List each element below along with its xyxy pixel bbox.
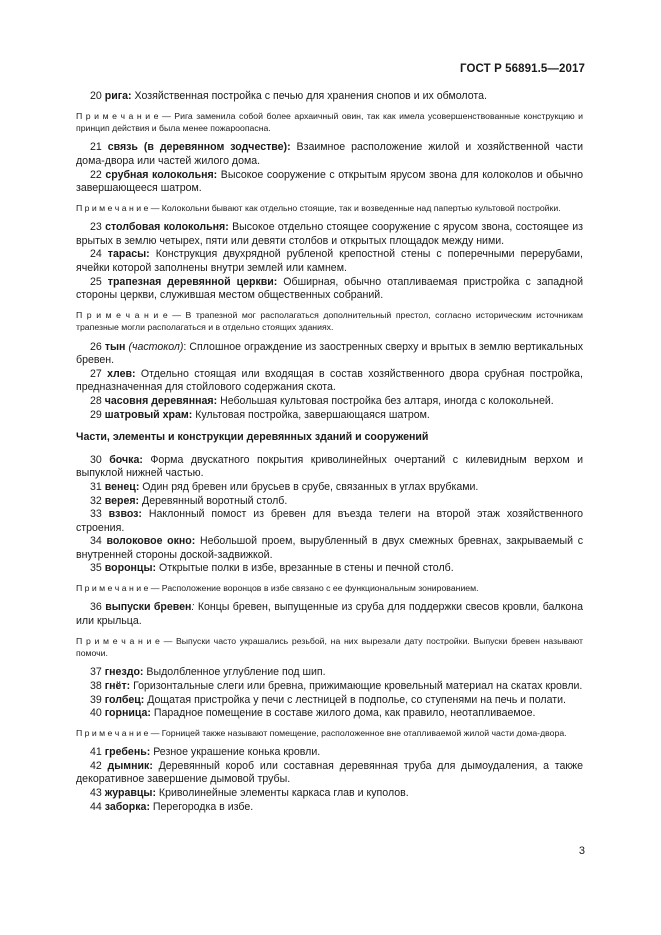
- entry-term: заборка:: [104, 800, 150, 813]
- entry-term: горница:: [104, 707, 151, 720]
- entry-term: волоковое окно:: [106, 535, 196, 548]
- term-entry: [76, 141, 583, 168]
- entry-number: 28: [90, 394, 102, 407]
- entry-number: 21: [90, 141, 102, 154]
- entry-number: 24: [90, 248, 102, 261]
- entry-number: 34: [90, 535, 102, 548]
- entry-term: воронцы:: [104, 562, 157, 575]
- entry-term: венец:: [104, 480, 140, 493]
- entry-definition: Высокое отдельно стоящее сооружение с ярусом звона, состоящее из врытых в землю четырех, пяти или девяти столбов и открытых площадок между ними.: [76, 221, 584, 247]
- entry-number: 29: [90, 408, 102, 421]
- entry-number: 30: [90, 453, 102, 466]
- note-text: — Рига заменила собой более архаичный овин, так как имела усовершенствованные конструкцию и принцип действия и была менее пожароопасна.: [76, 110, 583, 133]
- entry-term: тарасы:: [107, 248, 150, 261]
- term-entry: [76, 562, 583, 576]
- term-entry: [76, 454, 583, 481]
- term-entry: [76, 666, 583, 680]
- entry-definition: Открытые полки в избе, врезанные в стены и печной столб.: [156, 562, 454, 575]
- term-entry: [76, 248, 583, 275]
- entry-definition: Криволинейные элементы каркаса глав и куполов.: [155, 787, 409, 800]
- entry-number: 31: [90, 480, 102, 493]
- term-entry: [76, 395, 583, 409]
- term-entry: [76, 481, 583, 495]
- entry-definition: Конструкция двухрядной рубленой крепостной стены с поперечными перерубами, ячейки которой заполнены внутри землей или камнем.: [76, 248, 583, 274]
- term-entry: [76, 221, 583, 248]
- entry-term: гнездо:: [104, 666, 144, 679]
- note: [76, 110, 583, 135]
- entry-term: взвоз:: [108, 508, 142, 521]
- entry-number: 38: [90, 680, 102, 693]
- note-text: — Колокольни бывают как отдельно стоящие, так и возведенные над папертью культовой постройки.: [148, 202, 561, 213]
- entry-number: 22: [90, 168, 102, 181]
- entry-term: хлев:: [107, 367, 136, 380]
- note: [76, 635, 583, 660]
- note-text: — Расположение воронцов в избе связано с ее функциональным зонированием.: [148, 583, 479, 594]
- term-entry: [76, 760, 583, 787]
- entry-definition: Наклонный помост из бревен для въезда телеги на второй этаж хозяйственного строения.: [76, 508, 583, 534]
- entry-number: 25: [90, 275, 102, 288]
- note-label: П р и м е ч а н и е: [76, 110, 159, 121]
- entry-term: дымник:: [107, 759, 153, 772]
- entry-definition: Хозяйственная постройка с печью для хранения снопов и их обмолота.: [131, 90, 487, 102]
- term-entry: [76, 409, 583, 423]
- term-entry: [76, 694, 583, 708]
- note-label: П р и м е ч а н и е: [76, 635, 160, 646]
- entry-definition: Дощатая пристройка у печи с лестницей в подполье, со ступенями на печь и полати.: [144, 693, 566, 706]
- entry-definition: Горизонтальные слеги или бревна, прижимающие кровельный материал на скатах кровли.: [130, 680, 583, 693]
- term-entry: [76, 746, 583, 760]
- entry-number: 23: [90, 221, 102, 234]
- term-entry: [76, 801, 583, 815]
- entry-definition: Небольшой проем, вырубленный в двух смежных бревнах, закрываемый с внутренней стороны доской-задвижкой.: [76, 535, 584, 561]
- entry-term: связь (в деревянном зодчестве):: [107, 141, 291, 154]
- entry-definition: Деревянный воротный столб.: [139, 494, 288, 507]
- term-entry: [76, 368, 583, 395]
- entry-definition: Обширная, обычно отапливаемая пристройка с западной стороны церкви, служившая местом общественных собраний.: [76, 275, 583, 302]
- entry-definition: Отдельно стоящая или входящая в состав хозяйственного двора срубная постройка, предназначенная для стойлового содержания скота.: [76, 367, 583, 394]
- entry-number: 44: [90, 800, 102, 813]
- note-text: — В трапезной мог располагаться дополнительный престол, согласно историческим источникам трапезные могли располагаться и в отдельно стоящих зданиях.: [76, 309, 583, 333]
- entry-definition: Культовая постройка, завершающаяся шатром.: [192, 408, 430, 421]
- term-entry: [76, 680, 583, 694]
- term-entry: [76, 535, 583, 562]
- note: [76, 309, 583, 334]
- term-entry: [76, 276, 583, 303]
- note-label: П р и м е ч а н и е: [76, 583, 149, 594]
- term-entry: [76, 508, 583, 535]
- entry-definition: Деревянный короб или составная деревянная труба для дымоудаления, а также декоративное завершение дымовой трубы.: [76, 759, 583, 786]
- entry-definition: : Сплошное ограждение из заостренных сверху и врытых в землю вертикальных бревен.: [76, 340, 583, 367]
- entry-definition: Выдолбленное углубление под шип.: [143, 666, 326, 679]
- entry-term: трапезная деревянной церкви:: [107, 275, 278, 288]
- entry-definition: Высокое сооружение с открытым ярусом звона для колоколов и обычно завершающееся шатром.: [76, 168, 583, 195]
- entry-definition: Концы бревен, выпущенные из сруба для поддержки свесов кровли, балкона или крыльца.: [76, 601, 583, 628]
- term-entry: [76, 707, 583, 721]
- entry-number: 20: [90, 90, 102, 102]
- entry-number: 26: [90, 340, 102, 353]
- entry-number: 39: [90, 693, 102, 706]
- note-label: П р и м е ч а н и е: [76, 309, 168, 320]
- entry-term-colon: :: [191, 601, 195, 614]
- note: [76, 202, 583, 214]
- note-label: П р и м е ч а н и е: [76, 202, 149, 213]
- entry-number: 41: [90, 746, 102, 759]
- entry-term: журавцы:: [104, 787, 156, 800]
- entry-term: голбец:: [104, 693, 145, 706]
- entry-term: выпуски бревен: [105, 601, 192, 614]
- entry-number: 33: [90, 508, 102, 521]
- note-text: — Выпуски часто украшались резьбой, на них вырезали дату постройки. Выпуски бревен называют помочи.: [76, 635, 583, 659]
- entry-term: гнёт:: [104, 680, 131, 693]
- entry-definition: Один ряд бревен или брусьев в срубе, связанных в углах врубками.: [139, 480, 479, 493]
- note-label: П р и м е ч а н и е: [76, 727, 149, 738]
- term-entry: [76, 341, 583, 368]
- entry-term: шатровый храм:: [104, 408, 193, 421]
- entry-definition: Взаимное расположение жилой и хозяйственной части дома-двора или частей жилого дома.: [76, 141, 583, 167]
- entry-term: верея:: [104, 494, 140, 507]
- entry-definition: Резное украшение конька кровли.: [150, 746, 321, 759]
- term-entry: [76, 787, 583, 801]
- entry-definition: Перегородка в избе.: [149, 800, 254, 813]
- entry-term: столбовая колокольня:: [105, 221, 229, 234]
- entry-number: 37: [90, 666, 102, 679]
- entry-term: срубная колокольня:: [105, 168, 218, 181]
- entry-term: бочка:: [109, 453, 143, 466]
- entry-number: 42: [90, 759, 102, 772]
- entry-term: гребень:: [104, 746, 151, 759]
- entry-number: 36: [90, 601, 102, 614]
- term-entry: [76, 90, 583, 104]
- document-body: [76, 90, 583, 814]
- term-entry: [76, 601, 583, 628]
- entry-definition: Небольшая культовая постройка без алтаря, иногда с колокольней.: [217, 394, 554, 407]
- entry-number: 35: [90, 562, 102, 575]
- entry-term: рига:: [104, 90, 132, 102]
- section-heading: Части, элементы и конструкции деревянных зданий и сооружений: [76, 431, 429, 444]
- term-entry: [76, 169, 583, 196]
- entry-term-alt: (частокол): [125, 340, 184, 353]
- standard-header: ГОСТ Р 56891.5—2017: [460, 63, 585, 75]
- entry-definition: Парадное помещение в составе жилого дома, как правило, неотапливаемое.: [150, 707, 536, 720]
- note-text: — Горницей также называют помещение, расположенное вне отапливаемой жилой части дома-двора.: [148, 727, 567, 738]
- note: [76, 727, 583, 739]
- entry-number: 40: [90, 707, 102, 720]
- entry-number: 43: [90, 787, 102, 800]
- entry-term: часовня деревянная:: [104, 394, 218, 407]
- term-entry: [76, 495, 583, 509]
- note: [76, 582, 583, 594]
- entry-term: тын: [104, 340, 126, 353]
- page-number: 3: [578, 845, 585, 857]
- entry-number: 32: [90, 494, 102, 507]
- entry-definition: Форма двускатного покрытия криволинейных очертаний с килевидным верхом и выпуклой нижней частью.: [76, 453, 584, 480]
- entry-number: 27: [90, 367, 102, 380]
